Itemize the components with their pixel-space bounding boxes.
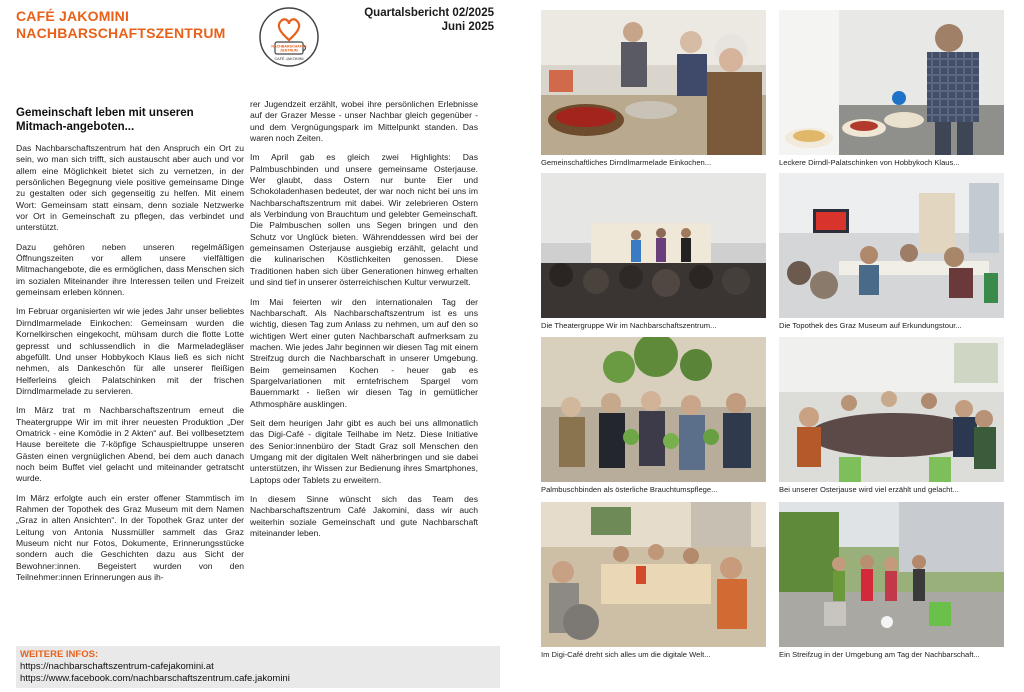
brand-line-1: CAFÉ JAKOMINI bbox=[16, 8, 130, 24]
facebook-link[interactable]: https://www.facebook.com/nachbarschaftszentrum.cafe.jakomini bbox=[20, 673, 290, 684]
photo-caption: Im Digi-Café dreht sich alles um die digitale Welt... bbox=[541, 650, 711, 659]
photo-palm-bundles bbox=[541, 337, 766, 482]
report-label: Quartalsbericht 02/2025 bbox=[364, 7, 494, 19]
photo-theatre bbox=[541, 173, 766, 318]
photo-caption: Leckere Dirndl-Palatschinken von Hobbykoch Klaus... bbox=[779, 158, 960, 167]
paragraph: Im Februar organisierten wir wie jedes Jahr unser beliebtes Dirndlmarmelade Einkochen: Gemeinsam wurden die Kornelkirschen eingekocht, mühsam durch die flotte Lotte gepresst und schlussendlich in die Marmeladegläser abgefüllt. Und unser Hobbykoch Klaus ließ es sich nicht nehmen, als Dankeschön für alle unserer fleißigen Helferleins gleich Palatschinken mit der frischen Dirndlmarmelade zu servieren. bbox=[16, 306, 244, 396]
info-box bbox=[16, 646, 500, 688]
logo bbox=[258, 6, 320, 68]
photo-caption: Gemeinschaftliches Dirndlmarmelade Einkochen... bbox=[541, 158, 712, 167]
paragraph: Im April gab es gleich zwei Highlights: Das Palmbuschbinden und unsere gemeinsame Osterjause. Wer glaubt, dass Ostern nur bunte Eier und Schokoladenhasen bedeutet, der war noch nicht bei uns im Nachbarschaftszentrum mit dabei. Wir zelebrieren Ostern als Verbindung von Brauchtum und gelebter Gemeinschaft. Die Palmbuschen sollen uns Segen bringen und den Schutz vor Unglück bieten. Währenddessen wird bei der gemeinsamen Osterjause ausgiebig erzählt, gelacht und die kulinarischen Köstlichkeiten genossen. Diese Traditionen haben sich über Generationen hinweg erhalten und sind tief in unserer österreichischen Kultur verwurzelt. bbox=[250, 152, 478, 288]
website-link[interactable]: https://nachbarschaftszentrum-cafejakomini.at bbox=[20, 661, 214, 672]
article-headline: Gemeinschaft leben mit unseren Mitmach-angeboten... bbox=[16, 107, 194, 133]
photo-neighbourhood-walk bbox=[779, 502, 1004, 647]
svg-text:NACHBARSCHAFTS: NACHBARSCHAFTS bbox=[271, 44, 307, 49]
report-info bbox=[364, 6, 494, 34]
brand-line-2: NACHBARSCHAFTSZENTRUM bbox=[16, 25, 226, 41]
paragraph: Seit dem heurigen Jahr gibt es auch bei uns allmonatlich das Digi-Café - digitale Teilhabe im Netz. Diese Initiative des Senior:innenbüro der Stadt Graz soll Menschen den Umgang mit der digitalen Welt näherbringen und sie dabei unterstützen, ihr Wissen zur Bedienung ihres Smartphones, Laptops oder Tablets zu erweitern. bbox=[250, 417, 478, 485]
svg-text:ZENTRUM: ZENTRUM bbox=[280, 48, 298, 53]
photo-caption: Palmbuschbinden als österliche Brauchtumspflege... bbox=[541, 485, 718, 494]
svg-text:CAFÉ JAKOMINI: CAFÉ JAKOMINI bbox=[274, 57, 304, 61]
paragraph: Im Mai feierten wir den internationalen Tag der Nachbarschaft. Als Nachbarschaftszentrum ist es uns wichtig, diesen Tag zum Anlass zu nehmen, um auf den so wichtigen Wert einer guten Nachbarschaft aufmerksam zu machen. Wie jedes Jahr beginnen wir diesen Tag mit einem Streifzug durch die Nachbarschaft in unserer Umgebung. Beim gemeinsamen Kochen - heuer gab es Spargelvariationen mit erntefrischem Spargel vom Bauernmarkt - ließen wir diesen Tag in gemütlicher Athmosphäre ausklingen. bbox=[250, 296, 478, 409]
article-column-2 bbox=[250, 99, 478, 547]
paragraph: Im März trat m Nachbarschaftszentrum erneut die Theatergruppe Wir im mit ihrer neuesten Produktion „Der Omatrick - eine Komödie in 2 Akten“ auf. Bei vollbesetztem Hause bereitete die 7-köpfige Schauspieltruppe unseren Gästen einen vergnüglichen Abend, bei dem auch danach noch beim Buffet viel gelacht und miteinander getratscht wurde. bbox=[16, 405, 244, 484]
paragraph: Im März erfolgte auch ein erster offener Stammtisch im Rahmen der Topothek des Graz Museum mit dem Namen „Graz in alten Ansichten“. In der Topothek Graz unter der Leitung von Antonia Nussmüller sammelt das Graz Museum nicht nur Fotos, Dokumente, Erinnerungsstücke sondern auch die Geschichten dazu aus Sicht der Bewohner:innen. Begeistert wurden von den Teilnehmer:innen Erinnerungen aus ih- bbox=[16, 492, 244, 583]
photo-caption: Bei unserer Osterjause wird viel erzählt und gelacht... bbox=[779, 485, 959, 494]
photo-easter-meal bbox=[779, 337, 1004, 482]
photo-pancakes bbox=[779, 10, 1004, 155]
paragraph: In diesem Sinne wünscht sich das Team des Nachbarschaftszentrum Café Jakomini, dass wir auch weiterhin soziale Gemeinschaft und gute Nachbarschaft miteinander leben. bbox=[250, 494, 478, 539]
photo-caption: Die Topothek des Graz Museum auf Erkundungstour... bbox=[779, 321, 962, 330]
article-column-1 bbox=[16, 143, 244, 591]
paragraph: Das Nachbarschaftszentrum hat den Anspruch ein Ort zu sein, wo man sich trifft, sich austauscht aber auch und vor allem eine Möglichkeit bietet sich zu vernetzen, in der persönlichen Begegnung viele positive gemeinsame Dinge zu gestalten oder sich gegenseitig zu helfen. Mit einem Wort: Gemeinsam statt einsam, denn soziale Netzwerke vor Ort in Gemeinschaft zu pflegen, das verbindet und unterstützt. bbox=[16, 143, 244, 233]
report-month: Juni 2025 bbox=[441, 21, 494, 33]
photo-caption: Die Theatergruppe Wir im Nachbarschaftszentrum... bbox=[541, 321, 717, 330]
photo-digi-cafe bbox=[541, 502, 766, 647]
brand-title bbox=[16, 8, 226, 42]
paragraph: rer Jugendzeit erzählt, wobei ihre persönlichen Erlebnisse auf der Grazer Messe - unser Nachbar gleich gegenüber - und dem Vergnügungspark im Mittelpunkt standen. Das waren noch Zeiten. bbox=[250, 99, 478, 144]
paragraph: Dazu gehören neben unseren regelmäßigen Öffnungszeiten vor allem unsere vielfältigen Mitmachangebote, die es ermöglichen, dass Menschen sich im sozialen Miteinander ihre Interessen teilen und Freizeit gemeinsam erleben können. bbox=[16, 241, 244, 298]
photo-jam-cooking bbox=[541, 10, 766, 155]
info-title: WEITERE INFOS: bbox=[20, 649, 99, 660]
photo-topothek bbox=[779, 173, 1004, 318]
photo-caption: Ein Streifzug in der Umgebung am Tag der Nachbarschaft... bbox=[779, 650, 980, 659]
photo-page bbox=[530, 0, 1024, 692]
